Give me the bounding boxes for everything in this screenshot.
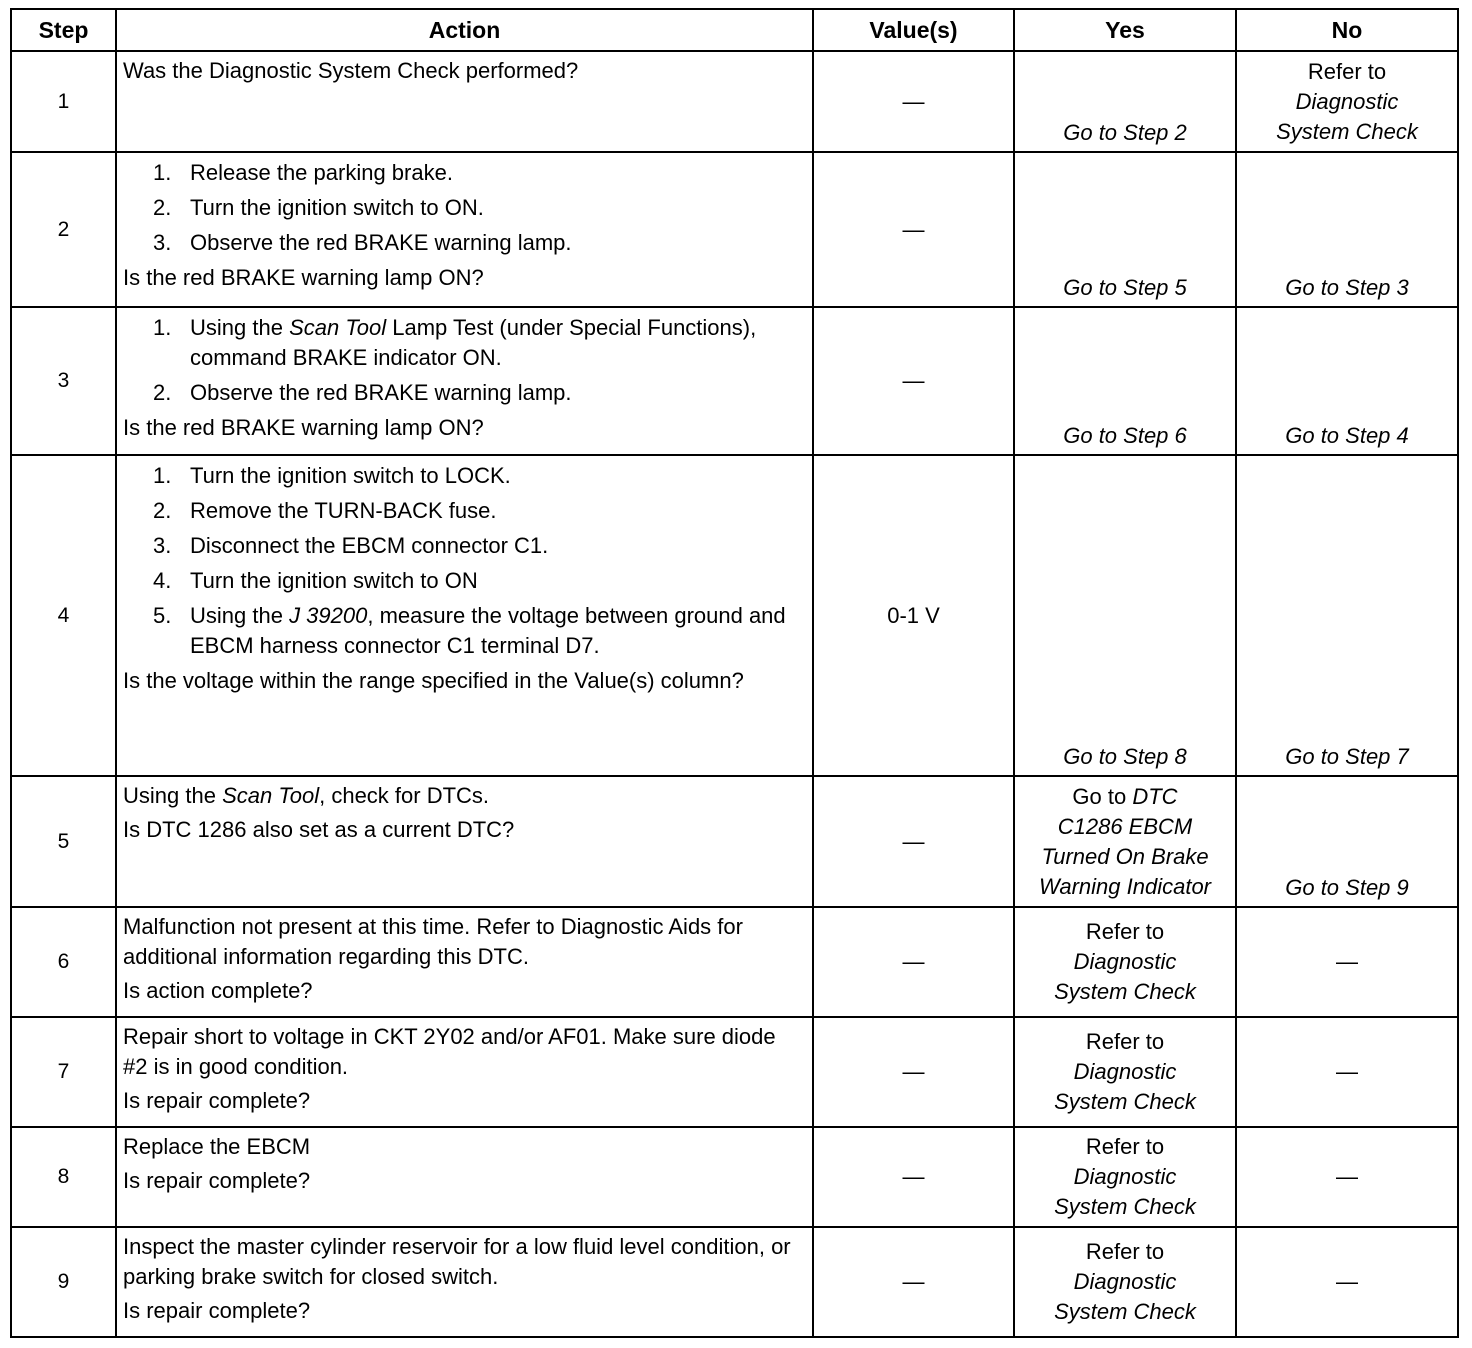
action-cell bbox=[116, 51, 813, 152]
question: Is repair complete? bbox=[123, 1168, 311, 1193]
step-number: 9 bbox=[11, 1227, 116, 1337]
list-item: 2. Turn the ignition switch to ON. bbox=[153, 195, 484, 220]
header-step: Step bbox=[11, 9, 116, 51]
action-cell bbox=[116, 1017, 813, 1127]
step-list bbox=[123, 313, 806, 408]
header-values: Value(s) bbox=[813, 9, 1014, 51]
yes-cell bbox=[1014, 51, 1236, 152]
diag-link[interactable]: Diagnostic bbox=[1073, 1059, 1177, 1084]
table-row bbox=[11, 1127, 1458, 1227]
step-number: 6 bbox=[11, 907, 116, 1017]
diag-link[interactable]: Diagnostic bbox=[1073, 1269, 1177, 1294]
table-row bbox=[11, 1227, 1458, 1337]
question: Is action complete? bbox=[123, 978, 313, 1003]
step-number: 7 bbox=[11, 1017, 116, 1127]
action-cell bbox=[116, 776, 813, 907]
yes-cell: Refer to Diagnostic System Check bbox=[1014, 1127, 1236, 1227]
table-row bbox=[11, 776, 1458, 907]
diag-link[interactable]: Diagnostic bbox=[1295, 88, 1399, 114]
header-row bbox=[11, 9, 1458, 51]
question: Is the voltage within the range specified in the Value(s) column? bbox=[123, 668, 744, 693]
action-cell bbox=[116, 907, 813, 1017]
value-cell: — bbox=[813, 152, 1014, 307]
yes-link[interactable]: Go to Step 8 bbox=[1063, 744, 1187, 769]
value-cell: — bbox=[813, 776, 1014, 907]
table-row bbox=[11, 51, 1458, 152]
refer-to-text: Refer to bbox=[1307, 58, 1387, 84]
question: Is the red BRAKE warning lamp ON? bbox=[123, 415, 484, 440]
action-cell bbox=[116, 152, 813, 307]
question: Is repair complete? bbox=[123, 1298, 311, 1323]
value-cell: — bbox=[813, 1017, 1014, 1127]
list-item: 1. Turn the ignition switch to LOCK. bbox=[153, 463, 511, 488]
yes-cell bbox=[1014, 152, 1236, 307]
no-cell bbox=[1236, 152, 1458, 307]
action-cell bbox=[116, 1227, 813, 1337]
yes-cell: Go to DTC C1286 EBCM Turned On Brake Warning Indicator bbox=[1014, 776, 1236, 907]
no-link[interactable]: Go to Step 4 bbox=[1285, 423, 1409, 448]
list-item: 1. Using the Scan Tool Lamp Test (under Special Functions), command BRAKE indicator ON. bbox=[153, 315, 757, 370]
value-cell: — bbox=[813, 51, 1014, 152]
value-cell: — bbox=[813, 307, 1014, 455]
sys-check-link[interactable]: System Check bbox=[1054, 1299, 1196, 1324]
instruction: Using the Scan Tool, check for DTCs. bbox=[123, 783, 490, 808]
instruction: Inspect the master cylinder reservoir for a low fluid level condition, or parking brake switch for closed switch. bbox=[123, 1234, 791, 1289]
no-cell: — bbox=[1236, 1127, 1458, 1227]
action-cell bbox=[116, 307, 813, 455]
yes-cell: Refer to Diagnostic System Check bbox=[1014, 1227, 1236, 1337]
header-yes: Yes bbox=[1014, 9, 1236, 51]
no-link[interactable]: Go to Step 3 bbox=[1285, 275, 1409, 300]
no-link[interactable]: Go to Step 9 bbox=[1285, 875, 1409, 900]
no-cell: — bbox=[1236, 907, 1458, 1017]
list-item: 5. Using the J 39200, measure the voltage between ground and EBCM harness connector C1 terminal D7. bbox=[153, 603, 786, 658]
yes-cell bbox=[1014, 307, 1236, 455]
table-row bbox=[11, 1017, 1458, 1127]
diag-link[interactable]: Diagnostic bbox=[1073, 949, 1177, 974]
step-number: 5 bbox=[11, 776, 116, 907]
step-number: 2 bbox=[11, 152, 116, 307]
table-row bbox=[11, 907, 1458, 1017]
step-list bbox=[123, 461, 806, 661]
table-row bbox=[11, 307, 1458, 455]
no-cell: — bbox=[1236, 1227, 1458, 1337]
table-row bbox=[11, 152, 1458, 307]
step-number: 8 bbox=[11, 1127, 116, 1227]
question: Is DTC 1286 also set as a current DTC? bbox=[123, 817, 515, 842]
list-item: 2. Remove the TURN-BACK fuse. bbox=[153, 498, 497, 523]
header-no: No bbox=[1236, 9, 1458, 51]
sys-check-link[interactable]: System Check bbox=[1276, 118, 1418, 144]
list-item: 4. Turn the ignition switch to ON bbox=[153, 568, 478, 593]
no-link[interactable]: Go to Step 7 bbox=[1285, 744, 1409, 769]
value-cell: — bbox=[813, 1127, 1014, 1227]
sys-check-link[interactable]: System Check bbox=[1054, 1194, 1196, 1219]
yes-link[interactable]: Go to Step 2 bbox=[1063, 120, 1187, 145]
yes-link[interactable]: Go to Step 6 bbox=[1063, 423, 1187, 448]
list-item: 3. Observe the red BRAKE warning lamp. bbox=[153, 230, 572, 255]
list-item: 2. Observe the red BRAKE warning lamp. bbox=[153, 380, 572, 405]
question: Was the Diagnostic System Check performed? bbox=[123, 58, 579, 83]
value-cell: — bbox=[813, 1227, 1014, 1337]
question: Is the red BRAKE warning lamp ON? bbox=[123, 265, 484, 290]
yes-cell: Refer to Diagnostic System Check bbox=[1014, 1017, 1236, 1127]
step-number: 1 bbox=[11, 51, 116, 152]
sys-check-link[interactable]: System Check bbox=[1054, 979, 1196, 1004]
diag-link[interactable]: Diagnostic bbox=[1073, 1164, 1177, 1189]
yes-cell: Refer to Diagnostic System Check bbox=[1014, 907, 1236, 1017]
step-number: 3 bbox=[11, 307, 116, 455]
header-action: Action bbox=[116, 9, 813, 51]
no-cell bbox=[1236, 776, 1458, 907]
step-list bbox=[123, 158, 806, 258]
dtc-link[interactable]: DTC bbox=[1132, 783, 1178, 809]
action-cell bbox=[116, 1127, 813, 1227]
list-item: 3. Disconnect the EBCM connector C1. bbox=[153, 533, 549, 558]
no-cell: — bbox=[1236, 1017, 1458, 1127]
instruction: Replace the EBCM bbox=[123, 1134, 311, 1159]
no-cell bbox=[1236, 51, 1458, 152]
instruction: Repair short to voltage in CKT 2Y02 and/or AF01. Make sure diode #2 is in good condition. bbox=[123, 1024, 776, 1079]
yes-link[interactable]: Go to Step 5 bbox=[1063, 275, 1187, 300]
yes-cell bbox=[1014, 455, 1236, 776]
value-cell: 0-1 V bbox=[813, 455, 1014, 776]
diagnostic-table bbox=[10, 8, 1459, 1338]
list-item: 1. Release the parking brake. bbox=[153, 160, 453, 185]
action-cell bbox=[116, 455, 813, 776]
value-cell: — bbox=[813, 907, 1014, 1017]
step-number: 4 bbox=[11, 455, 116, 776]
no-cell bbox=[1236, 307, 1458, 455]
instruction: Malfunction not present at this time. Refer to Diagnostic Aids for additional information regarding this DTC. bbox=[123, 914, 743, 969]
sys-check-link[interactable]: System Check bbox=[1054, 1089, 1196, 1114]
question: Is repair complete? bbox=[123, 1088, 311, 1113]
no-cell bbox=[1236, 455, 1458, 776]
table-row bbox=[11, 455, 1458, 776]
